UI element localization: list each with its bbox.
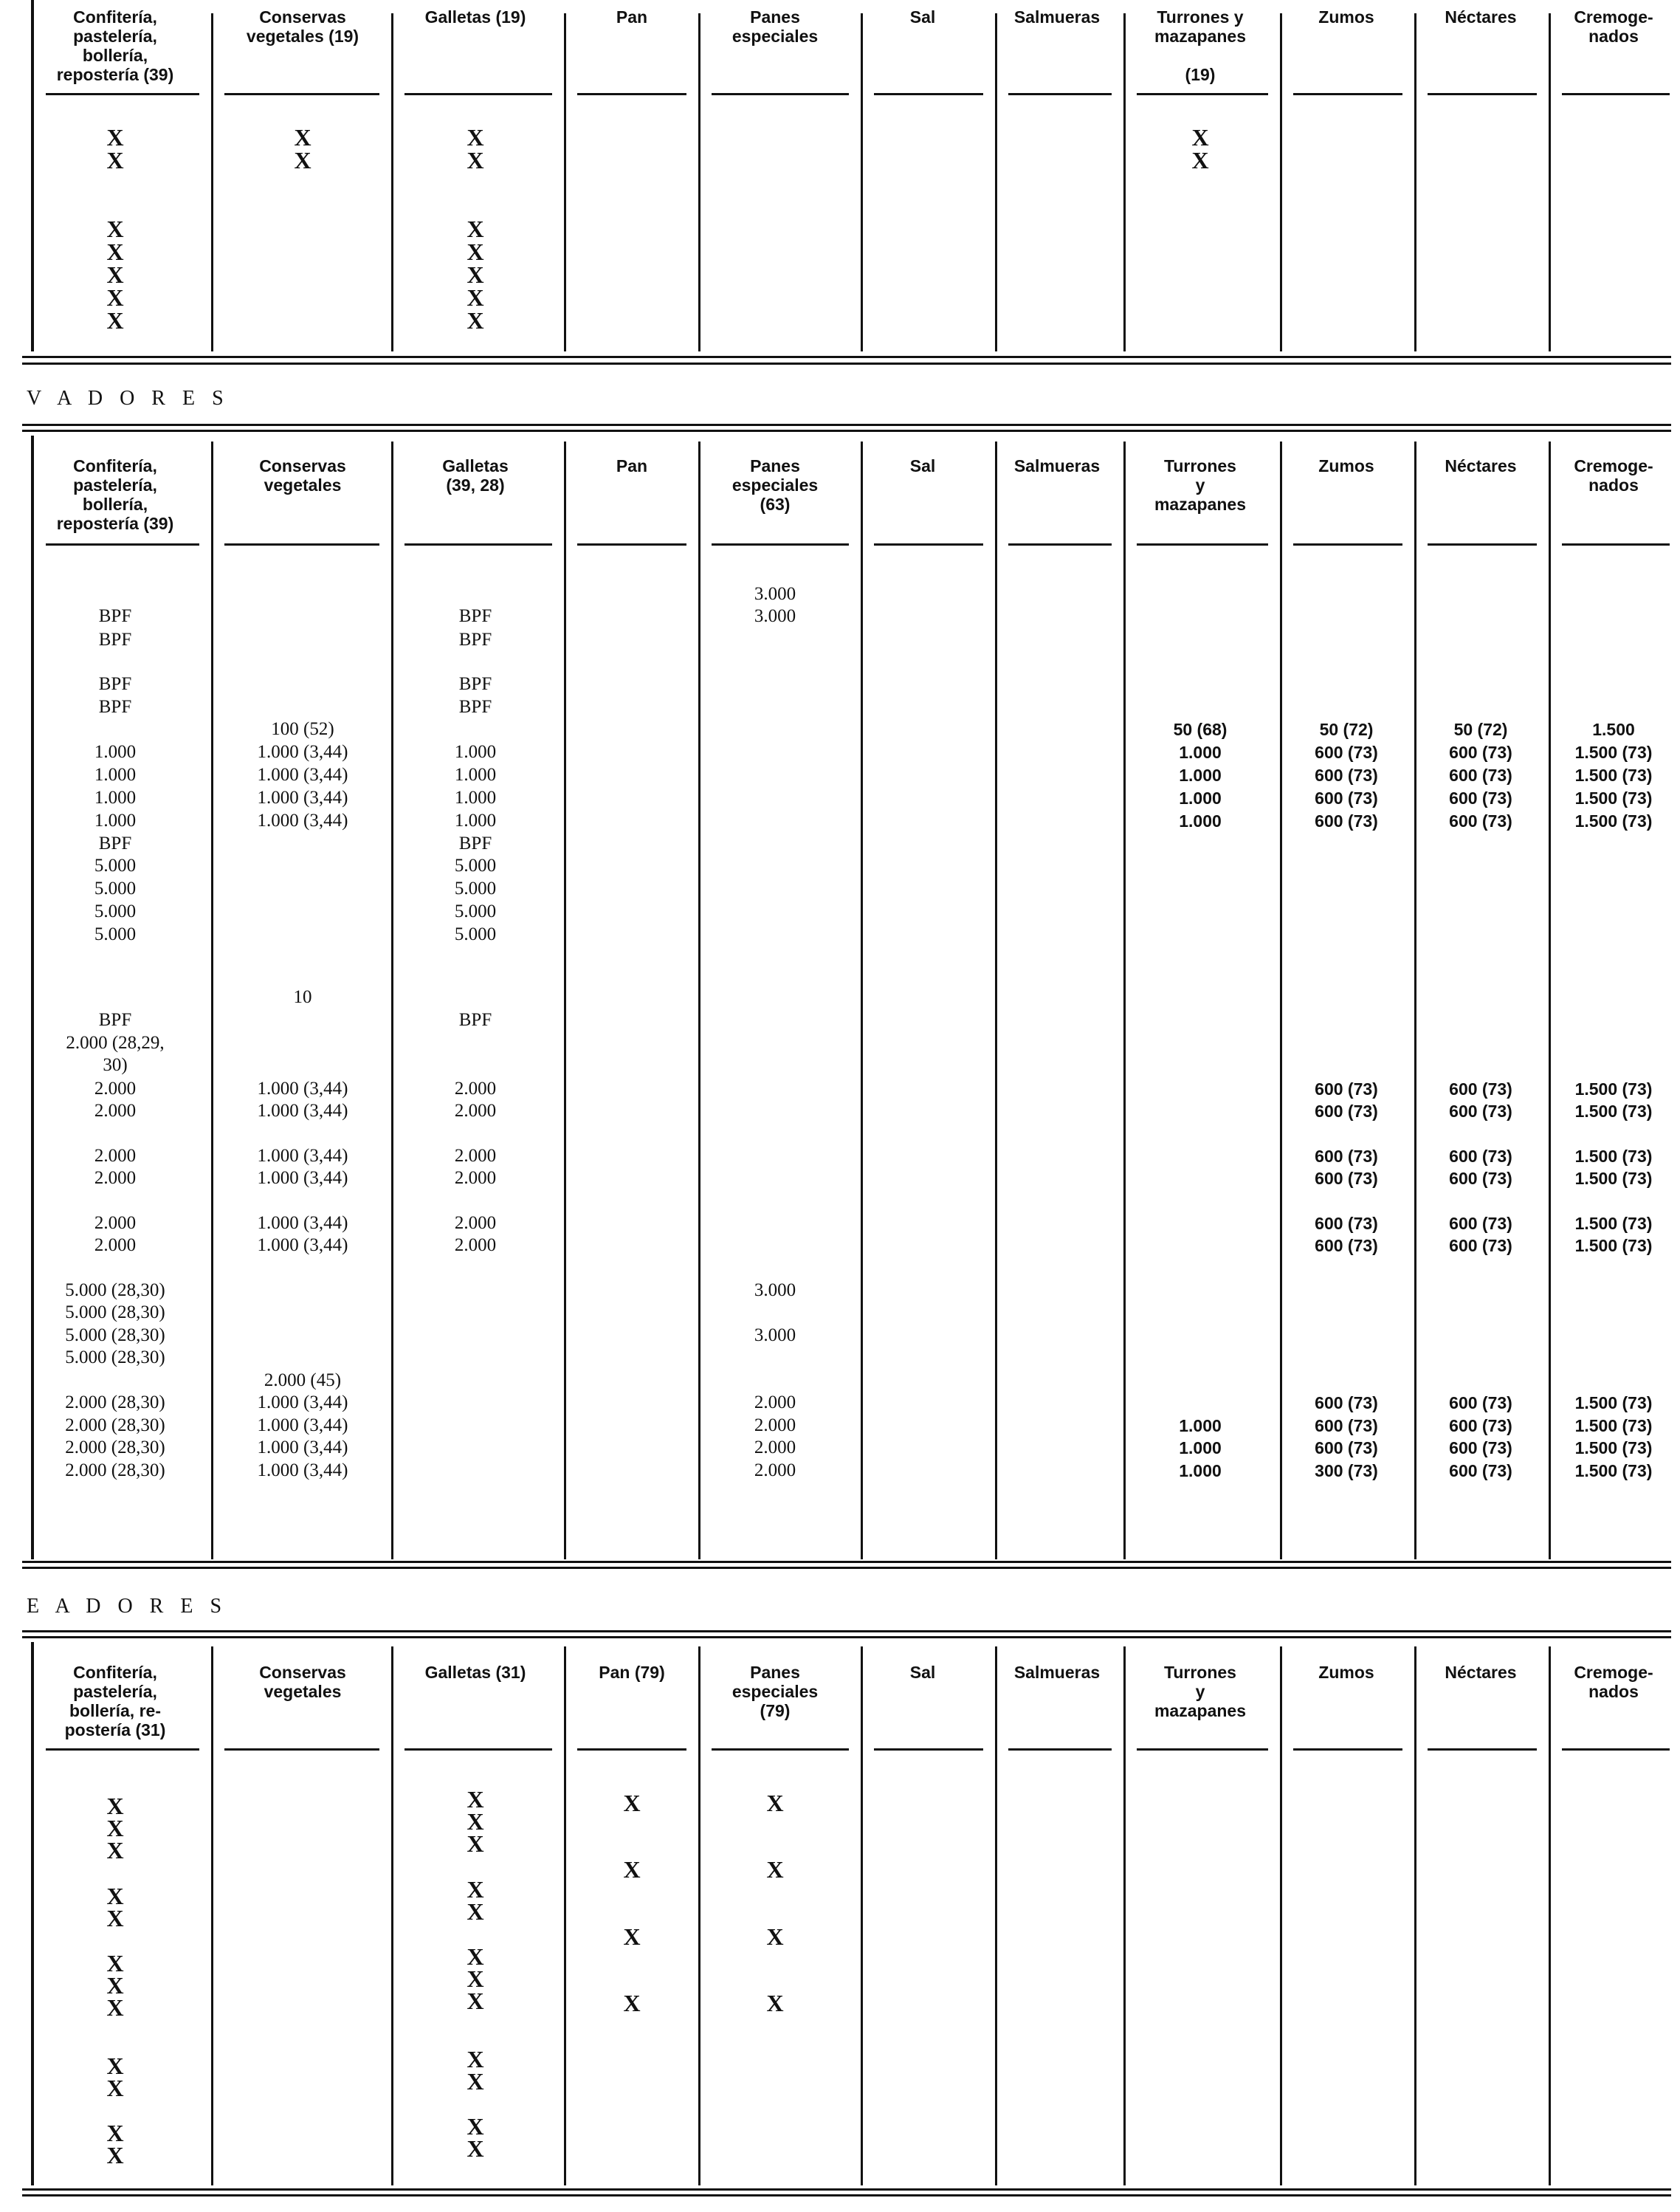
s3-header-underline [1008,1748,1112,1751]
s3-mark-confiteria: X [106,2053,124,2079]
s2-value-zumos: 600 (73) [1315,1393,1378,1412]
s2-value-galletas: 2.000 [454,1079,497,1099]
s1-header-zumos: Zumos [1318,7,1374,27]
s2-value-confiteria: 2.000 [94,1079,137,1099]
s1-header-underline [224,93,379,95]
s2-value-panes-especiales: 3.000 [754,584,796,604]
s2-value-turrones: 1.000 [1179,1461,1222,1480]
s2-value-panes-especiales: 3.000 [754,1280,796,1300]
s3-header-underline [712,1748,849,1751]
s3-mark-galletas: X [467,1876,484,1903]
s3-header-zumos: Zumos [1318,1663,1374,1682]
s3-mark-panes-especiales: X [766,1990,784,2016]
s3-mark-confiteria: X [106,1950,124,1976]
s1-column-rule [1549,13,1551,351]
s1-mark-confiteria: X [106,124,124,151]
section-title-vadores: V A D O R E S [27,387,230,410]
s3-mark-galletas: X [467,1808,484,1835]
s3-column-rule [1549,1646,1551,2185]
s3-header-underline [1137,1748,1268,1751]
s3-mark-confiteria: X [106,1994,124,2021]
s3-header-turrones: Turrones y mazapanes [1154,1663,1246,1720]
s2-value-confiteria: BPF [98,630,132,650]
s3-mark-galletas: X [467,1830,484,1857]
s2-header-underline [224,543,379,546]
s2-value-confiteria: 5.000 (28,30) [65,1280,165,1300]
s1-header-underline [1293,93,1402,95]
s2-column-rule [698,442,700,1559]
s2-bottom-rule [22,1561,1671,1563]
s2-top-rule [22,424,1671,426]
s2-value-conservas: 1.000 (3,44) [257,742,348,762]
s1-header-sal: Sal [909,7,936,27]
s1-header-underline [46,93,199,95]
s2-column-rule [1280,442,1282,1559]
s3-header-pan: Pan (79) [599,1663,665,1682]
s3-mark-panes-especiales: X [766,1923,784,1950]
s1-header-cremogenados: Cremoge- nados [1574,7,1653,46]
s1-header-underline [874,93,983,95]
s1-mark-galletas: X [467,261,484,288]
s2-value-cremogenados: 1.500 [1592,720,1635,739]
s1-bottom-rule [22,356,1671,358]
s1-header-underline [712,93,849,95]
s2-value-conservas: 1.000 (3,44) [257,1235,348,1255]
s2-header-cremogenados: Cremoge- nados [1574,456,1653,495]
s2-value-conservas: 1.000 (3,44) [257,1168,348,1188]
s2-value-confiteria: 2.000 [94,1146,137,1166]
s2-value-conservas: 1.000 (3,44) [257,765,348,785]
s2-value-confiteria: BPF [98,1010,132,1030]
s2-value-cremogenados: 1.500 (73) [1574,1438,1653,1457]
s3-mark-galletas: X [467,2046,484,2072]
s2-value-galletas: 5.000 [454,879,497,899]
s1-header-conservas: Conservas vegetales (19) [246,7,359,46]
s2-value-confiteria: 5.000 (28,30) [65,1302,165,1322]
s2-value-galletas: 1.000 [454,765,497,785]
s2-value-confiteria: 2.000 [94,1213,137,1233]
s3-mark-pan: X [623,1790,641,1816]
s2-value-conservas: 1.000 (3,44) [257,811,348,831]
s2-value-nectares: 50 (72) [1453,720,1508,739]
s2-value-nectares: 600 (73) [1449,1147,1512,1166]
s2-value-confiteria: 2.000 (28,30) [65,1460,165,1480]
s3-mark-confiteria: X [106,1972,124,1999]
s2-value-galletas: 2.000 [454,1101,497,1121]
s1-header-nectares: Néctares [1445,7,1517,27]
s3-header-underline [1428,1748,1537,1751]
s3-header-confiteria: Confitería, pastelería, bollería, re- postería (31) [64,1663,166,1739]
s3-header-sal: Sal [909,1663,936,1682]
s2-value-turrones: 1.000 [1179,789,1222,808]
s2-value-nectares: 600 (73) [1449,1416,1512,1435]
s3-header-underline [1293,1748,1402,1751]
s2-value-galletas: 5.000 [454,901,497,921]
s1-header-underline [1137,93,1268,95]
s2-value-cremogenados: 1.500 (73) [1574,1461,1653,1480]
s2-value-nectares: 600 (73) [1449,1214,1512,1233]
s2-value-cremogenados: 1.500 (73) [1574,1102,1653,1121]
s2-value-conservas: 1.000 (3,44) [257,1146,348,1166]
s3-mark-galletas: X [467,1988,484,2014]
s2-value-nectares: 600 (73) [1449,1236,1512,1255]
s2-value-galletas: 2.000 [454,1168,497,1188]
s3-column-rule [995,1646,997,2185]
s3-column-rule [1123,1646,1126,2185]
s2-column-rule [1123,442,1126,1559]
s2-value-conservas: 1.000 (3,44) [257,1392,348,1412]
s1-header-turrones: Turrones y mazapanes (19) [1154,7,1246,84]
s1-column-rule [564,13,566,351]
s3-mark-galletas: X [467,2135,484,2162]
s2-column-rule [211,442,213,1559]
s3-header-underline [404,1748,552,1751]
s3-mark-confiteria: X [106,1837,124,1864]
s3-header-salmueras: Salmueras [1013,1663,1101,1682]
s2-value-cremogenados: 1.500 (73) [1574,789,1653,808]
s3-column-rule [1414,1646,1416,2185]
s2-value-panes-especiales: 2.000 [754,1460,796,1480]
s2-header-galletas: Galletas (39, 28) [442,456,509,495]
s1-header-underline [1428,93,1537,95]
s2-value-panes-especiales: 2.000 [754,1438,796,1457]
s2-header-zumos: Zumos [1318,456,1374,475]
s2-value-cremogenados: 1.500 (73) [1574,766,1653,785]
s2-value-confiteria: 2.000 (28,30) [65,1415,165,1435]
s2-value-confiteria: BPF [98,606,132,626]
s2-header-turrones: Turrones y mazapanes [1154,456,1246,514]
s2-left-border [31,436,34,1559]
s2-column-rule [1549,442,1551,1559]
s3-mark-galletas: X [467,1943,484,1970]
s2-value-nectares: 600 (73) [1449,766,1512,785]
s2-header-underline [46,543,199,546]
s3-mark-confiteria: X [106,1905,124,1931]
s2-value-zumos: 600 (73) [1315,766,1378,785]
s3-column-rule [391,1646,393,2185]
s3-mark-galletas: X [467,1898,484,1925]
s2-value-confiteria: 2.000 [94,1168,137,1188]
s2-header-underline [1562,543,1670,546]
s2-column-rule [391,442,393,1559]
s1-mark-conservas: X [294,147,311,174]
s2-value-confiteria: BPF [98,697,132,717]
s2-value-nectares: 600 (73) [1449,1438,1512,1457]
s2-header-underline [1008,543,1112,546]
s2-value-confiteria: 2.000 [94,1235,137,1255]
s2-value-zumos: 600 (73) [1315,1079,1378,1099]
s2-header-underline [874,543,983,546]
s1-column-rule [995,13,997,351]
s2-value-confiteria: 5.000 [94,879,137,899]
s2-value-confiteria: 30) [103,1055,128,1075]
s2-value-cremogenados: 1.500 (73) [1574,1393,1653,1412]
s3-header-underline [874,1748,983,1751]
s2-value-conservas: 100 (52) [271,719,334,739]
s2-bottom-rule-double [22,1567,1671,1569]
s2-value-panes-especiales: 2.000 [754,1392,796,1412]
s2-value-panes-especiales: 3.000 [754,1325,796,1345]
s2-value-confiteria: 2.000 [94,1101,137,1121]
s2-value-cremogenados: 1.500 (73) [1574,811,1653,831]
s1-mark-confiteria: X [106,284,124,311]
s2-value-panes-especiales: 3.000 [754,606,796,626]
s2-header-underline [404,543,552,546]
s2-value-zumos: 600 (73) [1315,789,1378,808]
s2-value-conservas: 1.000 (3,44) [257,1079,348,1099]
s1-mark-galletas: X [467,216,484,242]
s2-value-nectares: 600 (73) [1449,811,1512,831]
s2-value-panes-especiales: 2.000 [754,1415,796,1435]
s1-mark-confiteria: X [106,238,124,265]
s2-value-galletas: BPF [458,630,492,650]
s1-mark-galletas: X [467,124,484,151]
s3-column-rule [861,1646,863,2185]
s2-value-zumos: 600 (73) [1315,1438,1378,1457]
s2-value-zumos: 600 (73) [1315,1236,1378,1255]
s2-value-zumos: 600 (73) [1315,811,1378,831]
s2-value-galletas: 5.000 [454,856,497,876]
s2-value-confiteria: BPF [98,834,132,853]
s2-value-conservas: 1.000 (3,44) [257,1460,348,1480]
s3-mark-galletas: X [467,1786,484,1813]
s3-header-underline [46,1748,199,1751]
s1-mark-galletas: X [467,147,484,174]
s3-header-underline [224,1748,379,1751]
s3-header-galletas: Galletas (31) [424,1663,526,1682]
s2-value-turrones: 1.000 [1179,1416,1222,1435]
s1-header-confiteria: Confitería, pastelería, bollería, repostería (39) [56,7,174,84]
s2-value-galletas: BPF [458,697,492,717]
s2-value-nectares: 600 (73) [1449,1079,1512,1099]
s2-header-confiteria: Confitería, pastelería, bollería, repostería (39) [56,456,174,533]
s2-value-confiteria: 1.000 [94,811,137,831]
s2-top-rule-double [22,430,1671,432]
s1-column-rule [861,13,863,351]
s2-column-rule [861,442,863,1559]
s2-value-conservas: 1.000 (3,44) [257,1415,348,1435]
s3-mark-galletas: X [467,1965,484,1992]
s1-header-pan: Pan [616,7,648,27]
s2-value-cremogenados: 1.500 (73) [1574,1214,1653,1233]
s1-header-salmueras: Salmueras [1013,7,1101,27]
s2-value-turrones: 50 (68) [1173,720,1228,739]
s1-mark-galletas: X [467,307,484,334]
s3-mark-panes-especiales: X [766,1790,784,1816]
s3-mark-pan: X [623,1923,641,1950]
s3-header-underline [1562,1748,1670,1751]
s3-header-panes-especiales: Panes especiales (79) [731,1663,819,1720]
s3-mark-galletas: X [467,2068,484,2095]
s1-mark-confiteria: X [106,147,124,174]
s2-value-galletas: 1.000 [454,742,497,762]
s3-bottom-rule-double [22,2194,1671,2196]
s3-header-conservas: Conservas vegetales [259,1663,346,1701]
s2-value-galletas: 1.000 [454,788,497,808]
s2-value-turrones: 1.000 [1179,811,1222,831]
s2-value-cremogenados: 1.500 (73) [1574,1236,1653,1255]
s3-header-underline [577,1748,686,1751]
s2-header-sal: Sal [909,456,936,475]
s2-header-underline [1293,543,1402,546]
s1-mark-confiteria: X [106,216,124,242]
s2-header-underline [1137,543,1268,546]
s1-header-underline [1008,93,1112,95]
s2-value-nectares: 600 (73) [1449,743,1512,762]
s2-value-conservas: 2.000 (45) [264,1370,342,1390]
s3-mark-pan: X [623,1856,641,1883]
s2-value-galletas: BPF [458,1010,492,1030]
s2-value-zumos: 600 (73) [1315,1102,1378,1121]
s1-bottom-rule-double [22,363,1671,365]
s1-mark-conservas: X [294,124,311,151]
s1-header-galletas: Galletas (19) [424,7,526,27]
s2-value-cremogenados: 1.500 (73) [1574,1079,1653,1099]
s1-mark-turrones: X [1191,147,1209,174]
s2-column-rule [995,442,997,1559]
s1-mark-galletas: X [467,284,484,311]
s2-value-nectares: 600 (73) [1449,1169,1512,1188]
s1-column-rule [211,13,213,351]
s2-value-galletas: 2.000 [454,1235,497,1255]
s3-column-rule [698,1646,700,2185]
s2-header-underline [1428,543,1537,546]
s1-header-underline [577,93,686,95]
s2-value-zumos: 600 (73) [1315,1169,1378,1188]
s2-column-rule [1414,442,1416,1559]
s2-value-galletas: BPF [458,606,492,626]
s1-mark-confiteria: X [106,307,124,334]
s2-value-conservas: 1.000 (3,44) [257,1438,348,1457]
s2-value-nectares: 600 (73) [1449,1461,1512,1480]
s2-value-confiteria: 1.000 [94,742,137,762]
section-title-eadores: E A D O R E S [27,1595,228,1618]
s3-mark-confiteria: X [106,2142,124,2168]
s2-value-zumos: 600 (73) [1315,743,1378,762]
s2-value-confiteria: BPF [98,674,132,694]
s2-header-panes-especiales: Panes especiales (63) [731,456,819,514]
s1-header-underline [1562,93,1670,95]
s1-column-rule [698,13,700,351]
s2-header-conservas: Conservas vegetales [259,456,346,495]
s2-value-confiteria: 5.000 [94,901,137,921]
s2-value-conservas: 1.000 (3,44) [257,788,348,808]
s1-mark-galletas: X [467,238,484,265]
s2-value-zumos: 600 (73) [1315,1147,1378,1166]
s2-header-underline [577,543,686,546]
s3-top-rule [22,1630,1671,1632]
s2-value-turrones: 1.000 [1179,1438,1222,1457]
s2-value-cremogenados: 1.500 (73) [1574,1169,1653,1188]
s3-bottom-rule [22,2188,1671,2191]
s2-header-underline [712,543,849,546]
s2-value-nectares: 600 (73) [1449,1102,1512,1121]
s2-value-zumos: 50 (72) [1319,720,1374,739]
s3-column-rule [564,1646,566,2185]
s2-value-zumos: 600 (73) [1315,1416,1378,1435]
s3-mark-pan: X [623,1990,641,2016]
s2-value-galletas: 5.000 [454,924,497,944]
s3-header-cremogenados: Cremoge- nados [1574,1663,1653,1701]
s2-value-zumos: 600 (73) [1315,1214,1378,1233]
s3-mark-confiteria: X [106,1793,124,1819]
s3-header-nectares: Néctares [1445,1663,1517,1682]
s2-value-confiteria: 1.000 [94,765,137,785]
s2-value-confiteria: 1.000 [94,788,137,808]
s2-value-turrones: 1.000 [1179,766,1222,785]
s2-value-cremogenados: 1.500 (73) [1574,1416,1653,1435]
s2-value-confiteria: 5.000 [94,924,137,944]
s3-mark-confiteria: X [106,2120,124,2146]
s3-mark-confiteria: X [106,2075,124,2101]
s2-value-confiteria: 2.000 (28,30) [65,1392,165,1412]
s1-header-underline [404,93,552,95]
s2-value-confiteria: 5.000 (28,30) [65,1347,165,1367]
s2-value-galletas: BPF [458,674,492,694]
s2-value-confiteria: 5.000 (28,30) [65,1325,165,1345]
s3-mark-confiteria: X [106,1883,124,1909]
s3-column-rule [211,1646,213,2185]
s2-value-zumos: 300 (73) [1315,1461,1378,1480]
s2-value-galletas: 2.000 [454,1146,497,1166]
s2-header-salmueras: Salmueras [1013,456,1101,475]
s2-value-confiteria: 2.000 (28,30) [65,1438,165,1457]
s2-value-turrones: 1.000 [1179,743,1222,762]
s2-value-galletas: BPF [458,834,492,853]
s2-value-galletas: 1.000 [454,811,497,831]
s1-mark-confiteria: X [106,261,124,288]
s1-column-rule [391,13,393,351]
s2-value-confiteria: 2.000 (28,29, [66,1033,165,1053]
s3-column-rule [1280,1646,1282,2185]
s2-value-cremogenados: 1.500 (73) [1574,743,1653,762]
s2-value-confiteria: 5.000 [94,856,137,876]
s2-value-nectares: 600 (73) [1449,789,1512,808]
s2-column-rule [564,442,566,1559]
s2-value-nectares: 600 (73) [1449,1393,1512,1412]
s2-header-nectares: Néctares [1445,456,1517,475]
s2-value-galletas: 2.000 [454,1213,497,1233]
s3-mark-galletas: X [467,2113,484,2140]
s3-mark-panes-especiales: X [766,1856,784,1883]
s2-value-conservas: 1.000 (3,44) [257,1101,348,1121]
s2-value-cremogenados: 1.500 (73) [1574,1147,1653,1166]
s3-mark-confiteria: X [106,1815,124,1841]
s3-top-rule-double [22,1636,1671,1638]
s2-header-pan: Pan [616,456,648,475]
s1-mark-turrones: X [1191,124,1209,151]
s2-value-conservas: 10 [293,987,312,1007]
s1-header-panes-especiales: Panes especiales [731,7,819,46]
s1-column-rule [1414,13,1416,351]
s2-value-conservas: 1.000 (3,44) [257,1213,348,1233]
